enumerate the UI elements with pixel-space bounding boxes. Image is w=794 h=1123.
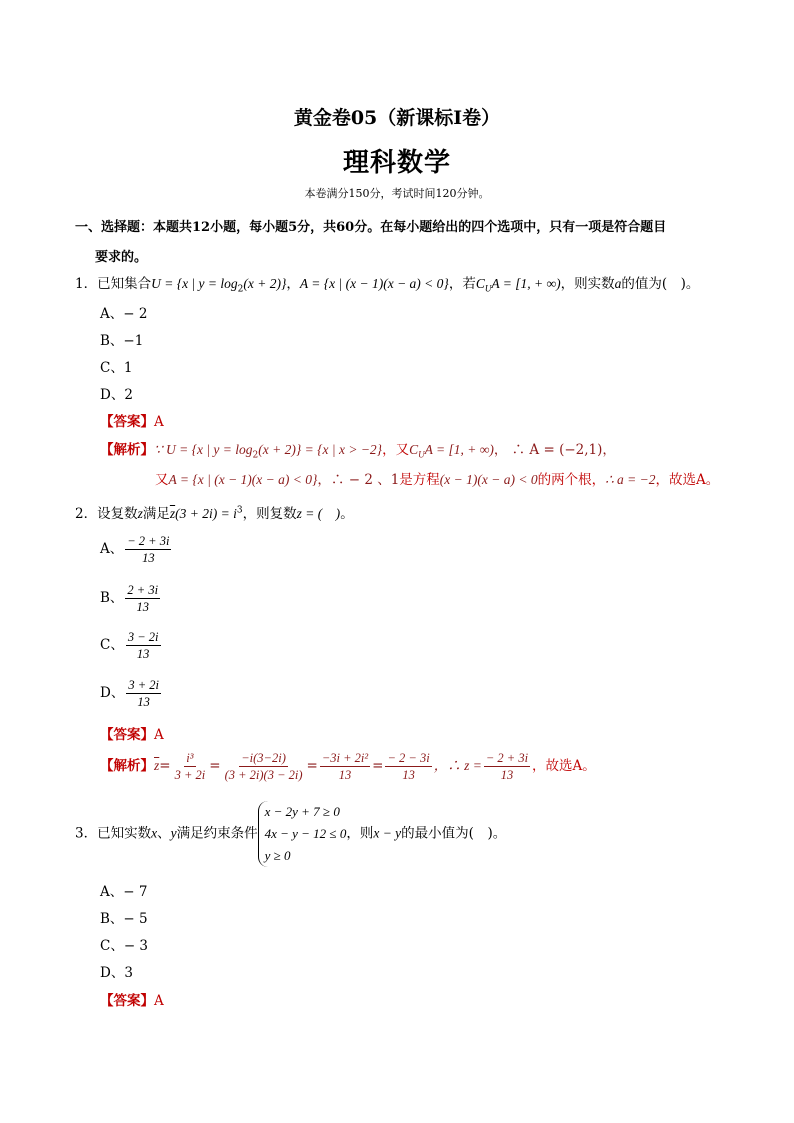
section-heading-line2: 要求的。 bbox=[95, 250, 148, 265]
answer-tag: 【答案】 bbox=[100, 727, 154, 743]
question-number: 2． bbox=[75, 506, 98, 522]
answer-tag: 【答案】 bbox=[100, 993, 154, 1009]
q1-answer bbox=[100, 410, 164, 430]
q2-analysis: 【解析】$\overline{z}=$ $\frac{\text{i³}}{3 + 2i}$ = $\frac{-i(3-2i)}{(3 + 2i)(3 - 2i)}$ = $\frac{\text{−3i + 2i²}}{13}$ = $\frac{- 2 - 3i}{13}$ ，∴ z = $\frac{- 2 + 3i}{13}$ ，故选A。 bbox=[100, 751, 596, 782]
q1-option-a: A、− 2 bbox=[100, 306, 148, 322]
question-number: 3． bbox=[75, 825, 98, 842]
subject-title: 理科数学 bbox=[342, 148, 451, 178]
q1-option-c: C、1 bbox=[100, 360, 133, 376]
answer-tag: 【答案】 bbox=[100, 414, 154, 430]
section-heading-line1: 一、选择题：本题共12小题，每小题5分，共60分。在每小题给出的四个选项中，只有一项是符合题目 bbox=[75, 220, 667, 235]
q2-option-a: A、 $\frac{- 2 + 3i}{13}$ bbox=[100, 534, 170, 565]
constraint-system: x − 2y + 7 ≥ 0 4x − y − 12 ≤ 0 y ≥ 0 bbox=[258, 801, 347, 867]
q1-analysis-line2: 又A = {x | (x − 1)(x − a) < 0}，∴ − 2 、1是方程(x − 1)(x − a) < 0的两个根，∴ a = −2，故选A。 bbox=[155, 472, 720, 488]
q2-option-d: D、 $\frac{3 + 2i}{13}$ bbox=[100, 678, 159, 709]
q2-option-c: C、 $\frac{3 - 2i}{13}$ bbox=[100, 630, 159, 661]
question-1: 1．已知集合U = {x | $y = \log_2(x + 2)$}，A = {x | (x − 1)(x − a) < 0}，若$C_UA = [1$, + ∞)，则实数a的值为( )。 bbox=[75, 276, 700, 295]
answer-value: A bbox=[154, 414, 164, 430]
q3-option-d: D、3 bbox=[100, 965, 133, 981]
answer-value: A bbox=[154, 993, 164, 1009]
analysis-tag: 【解析】 bbox=[100, 442, 154, 458]
q1-option-b: B、−1 bbox=[100, 333, 144, 349]
q2-answer bbox=[100, 723, 164, 743]
analysis-tag: 【解析】 bbox=[100, 758, 154, 774]
question-2: 2．设复数z满足$\overline{z}(3 + 2i) = i^3$，则复数z = ( )。 bbox=[75, 505, 354, 522]
q1-option-d: D、2 bbox=[100, 387, 133, 403]
q1-analysis-line1: 【解析】∵ U = {x | $y = \log_2(x + 2)\} = \{x$ | x > −2}，又$C_UA = [1$, + ∞)， ∴ A = (−2,1)， bbox=[100, 442, 616, 461]
q2-option-b: B、 $\frac{2 + 3i}{13}$ bbox=[100, 583, 159, 614]
q3-option-c: C、− 3 bbox=[100, 938, 149, 954]
q3-option-a: A、− 7 bbox=[100, 884, 148, 900]
score-line: 本卷满分150分，考试时间120分钟。 bbox=[304, 187, 490, 200]
q3-option-b: B、− 5 bbox=[100, 911, 148, 927]
question-number: 1． bbox=[75, 276, 98, 292]
exam-title: 黄金卷05（新课标Ⅰ卷） bbox=[293, 107, 501, 129]
q3-answer bbox=[100, 989, 164, 1009]
question-3: 3．已知实数x、y满足约束条件 x − 2y + 7 ≥ 0 4x − y − 12 ≤ 0 y ≥ 0 ，则x − y的最小值为( )。 bbox=[75, 801, 506, 867]
answer-value: A bbox=[154, 727, 164, 743]
